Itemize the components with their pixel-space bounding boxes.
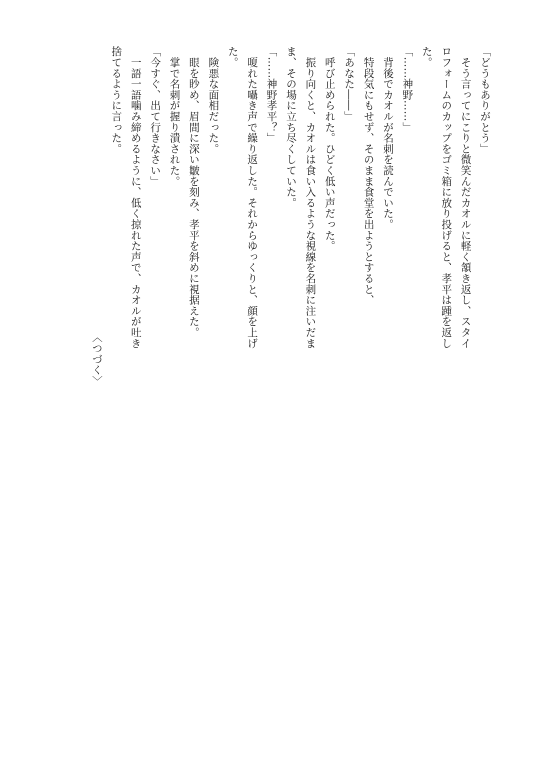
- text-line-16: 眼を眇め、眉間に深い皺を刻み、孝平を斜めに視据えた。: [187, 46, 200, 338]
- continued-marker: 〈つづく〉: [90, 332, 103, 386]
- text-line-12: 「……神野孝平？」: [265, 46, 278, 144]
- text-line-13: 嗄れた囁き声で繰り返した。それからゆっくりと、顔を上げ: [246, 46, 259, 349]
- text-line-5: 「……神野……」: [401, 46, 414, 133]
- text-line-2: そう言ってにこりと微笑んだカオルに軽く頷き返し、スタイ: [459, 46, 472, 349]
- text-line-6: 背後でカオルが名刺を読んでいた。: [381, 46, 394, 230]
- text-line-1: 「どうもありがとう」: [479, 46, 491, 154]
- text-line-15: 険悪な面相だった。: [207, 46, 220, 154]
- vertical-text-body: [54, 46, 494, 386]
- text-line-20: 捨てるように言った。: [110, 46, 123, 154]
- text-line-11: ま、その場に立ち尽くしていた。: [284, 46, 297, 208]
- text-line-9: 呼び止められた。ひどく低い声だった。: [323, 46, 336, 252]
- text-line-4: た。: [420, 46, 433, 68]
- text-line-19: 一語一語噛み締めるように、低く掠れた声で、カオルが吐き: [129, 46, 142, 349]
- text-line-18: 「今すぐ、出て行きなさい」: [149, 46, 162, 187]
- text-line-17: 掌で名刺が握り潰された。: [168, 46, 181, 187]
- text-line-8: 「あなた――」: [343, 46, 356, 122]
- text-line-7: 特段気にもせず、そのまま食堂を出ようとすると、: [362, 46, 375, 306]
- text-line-14: た。: [226, 46, 239, 68]
- text-line-3: ロフォームのカップをゴミ箱に放り投げると、孝平は踵を返し: [440, 46, 453, 349]
- text-line-10: 振り向くと、カオルは食い入るような視線を名刺に注いだま: [304, 46, 317, 349]
